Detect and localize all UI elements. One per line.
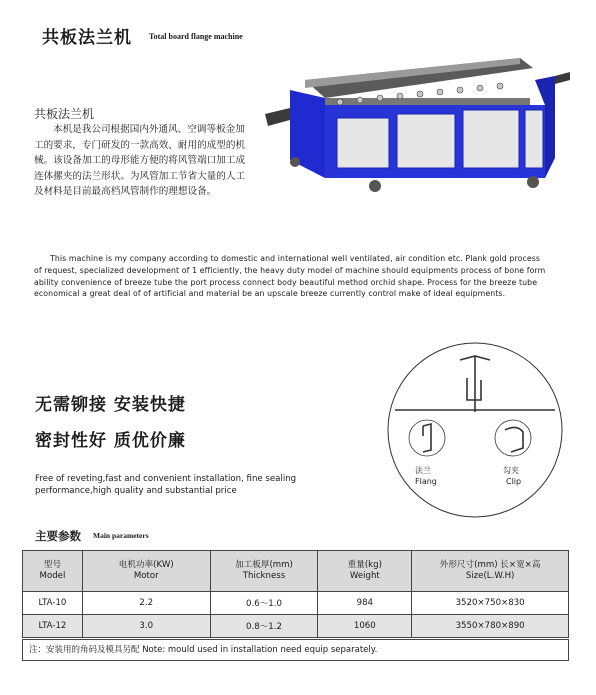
params-title-en: Main parameters (93, 531, 149, 540)
page-title-en: Total board flange machine (149, 32, 243, 41)
page-title-cn: 共板法兰机 (42, 28, 132, 48)
intro-cn-line: 械。该设备加工的母形能方便的将风管端口加工成 (34, 155, 246, 167)
feature-line-2: 密封性好 质优价廉 (35, 431, 186, 451)
table-cell: LTA-10 (23, 592, 83, 615)
table-cell: 984 (318, 592, 412, 615)
table-cell: 3.0 (82, 615, 210, 638)
table-cell: 0.6～1.0 (210, 592, 318, 615)
header-size: 外形尺寸(mm) 长×宽×高 Size(L.W.H) (412, 551, 569, 592)
flange-label-cn: 法兰 (415, 466, 431, 475)
feature-text-en: Free of reveting,fast and convenient installation, fine sealing performance,high quality and substantial price (35, 474, 297, 496)
flange-label-en: Flang (415, 477, 437, 486)
intro-cn-line: 本机是我公司根据国内外通风、空调等板金加 (53, 124, 245, 135)
intro-cn-line: 连体摞夹的法兰形状。为风管加工节省大量的人工 (34, 170, 246, 182)
profile-diagram (385, 340, 565, 520)
clip-label-en: Clip (506, 477, 522, 486)
table-cell: 1060 (318, 615, 412, 638)
intro-description-cn (34, 122, 274, 200)
header-model: 型号 Model (23, 551, 83, 592)
table-cell: 0.8～1.2 (210, 615, 318, 638)
table-row (23, 592, 569, 615)
table-cell: 3520×750×830 (412, 592, 569, 615)
table-cell: LTA-12 (23, 615, 83, 638)
intro-subtitle: 共板法兰机 (34, 107, 95, 121)
header-weight: 重量(kg) Weight (318, 551, 412, 592)
table-cell: 2.2 (82, 592, 210, 615)
header-thickness: 加工板厚(mm) Thickness (210, 551, 318, 592)
intro-en-line: ability convenience of breeze tube the port process connect body beautiful method orchid shape. Process for the breeze tube (34, 277, 538, 287)
intro-en-line: This machine is my company according to domestic and international well ventilated, air condition etc. Plank gold process (50, 254, 541, 263)
params-note: 注：安装用的角码及模具另配 Note: mould used in installation need equip separately. (22, 639, 569, 661)
intro-cn-line: 工的要求，专门研发的一款高效、耐用的成型的机 (34, 139, 246, 151)
feature-line-1: 无需铆接 安装快捷 (35, 395, 186, 415)
intro-cn-line: 及材料是目前最高档风管制作的理想设备。 (34, 186, 217, 198)
params-title-cn: 主要参数 (35, 529, 81, 543)
intro-en-line: economical a great deal of of artificial and material be an upscale breeze currently control make of ideal equipments. (34, 289, 506, 299)
table-row (23, 615, 569, 638)
header-motor: 电机功率(KW) Motor (82, 551, 210, 592)
table-header-row (23, 551, 569, 592)
intro-en-line: of request, specialized development of 1 efficiently, the heavy duty model of machine should equipments process of bone form (34, 265, 546, 275)
table-cell: 3550×780×890 (412, 615, 569, 638)
params-table (22, 550, 569, 638)
clip-label-cn: 勾夹 (503, 466, 519, 475)
intro-description-en (34, 253, 554, 300)
machine-illustration (265, 50, 575, 200)
